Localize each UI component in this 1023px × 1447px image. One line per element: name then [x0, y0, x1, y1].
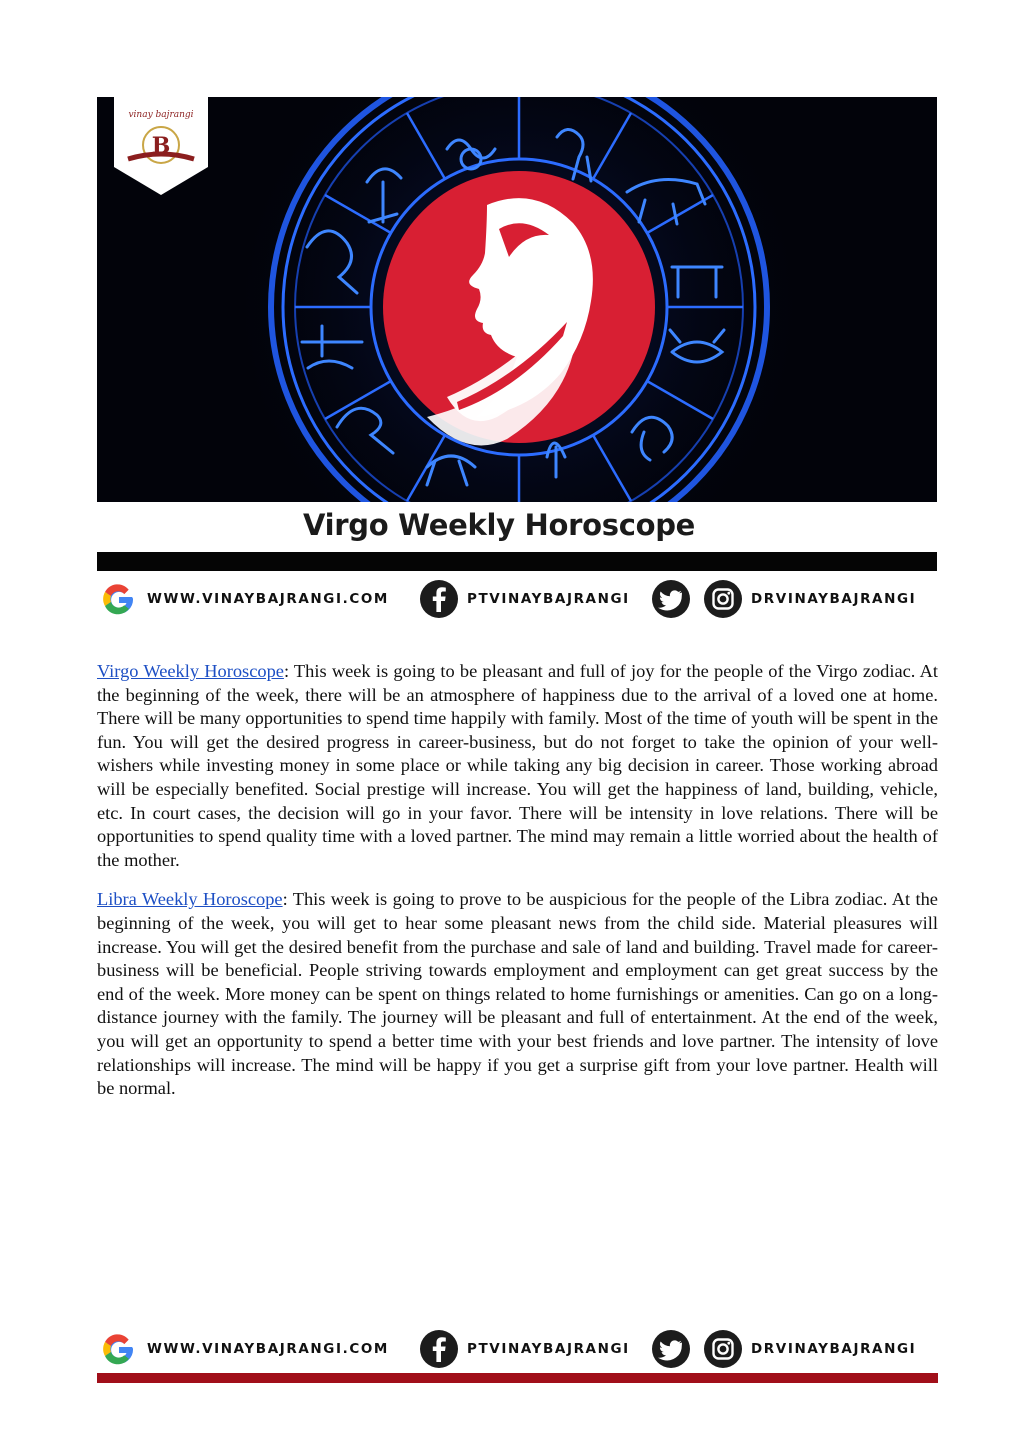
instagram-link[interactable] [703, 577, 916, 621]
libra-weekly-horoscope-link[interactable]: Libra Weekly Horoscope [97, 889, 283, 910]
hero-bottom-bar [97, 552, 937, 571]
facebook-icon [419, 1329, 459, 1369]
social-strip-bottom [97, 1327, 937, 1371]
google-icon [99, 579, 139, 619]
instagram-icon [703, 579, 743, 619]
zodiac-wheel-illustration [97, 97, 937, 502]
hero-title: Virgo Weekly Horoscope [302, 508, 696, 542]
svg-text:vinay bajrangi: vinay bajrangi [128, 110, 194, 120]
virgo-weekly-horoscope-link[interactable]: Virgo Weekly Horoscope [97, 661, 284, 681]
twitter-icon [651, 579, 691, 619]
instagram-link-footer[interactable] [703, 1327, 916, 1371]
hero-title-band [97, 502, 937, 552]
libra-paragraph [97, 888, 938, 1100]
google-icon [99, 1329, 139, 1369]
website-text: WWW.VINAYBAJRANGI.COM [147, 591, 389, 607]
instagram-text: DRVINAYBAJRANGI [751, 591, 917, 607]
virgo-paragraph [97, 660, 938, 872]
website-link-footer[interactable] [99, 1327, 389, 1371]
article-body [97, 660, 938, 1117]
twitter-link-footer[interactable] [651, 1327, 691, 1371]
libra-paragraph-text: : This week is going to prove to be auspicious for the people of the Libra zodiac. At the beginning of the week, you will get to hear some pleasant news from the child side. Material pleasures will increase. You will get the desired benefit from the purchase and sale of land and building. Travel made for career-business will be beneficial. People striving towards employment and employment can get great success by the end of the week. More money can be spent on things related to home furnishings or amenities. Can go on a long-distance journey with the family. The journey will be pleasant and full of entertainment. At the end of the week, you will get an opportunity to spend a better time with your best friends and love partner. The intensity of love relationships will increase. The mind will be happy if you get a surprise gift from your love partner. Health will be normal. [97, 889, 938, 1099]
virgo-paragraph-text: : This week is going to be pleasant and full of joy for the people of the Virgo zodiac. At the beginning of the week, there will be an atmosphere of happiness due to the arrival of a loved one at home. There will be many opportunities to spend time happily with family. Most of the time of youth will be spent in the fun. You will get the desired progress in career-business, but do not forget to take the opinion of your well-wishers while investing money in some place or while taking any big decision in career. Those working abroad will be especially benefited. Social prestige will increase. You will get the happiness of land, building, vehicle, etc. In court cases, the decision will go in your favor. There will be intensity in love relations. There will be opportunities to spend quality time with a loved partner. The mind may remain a little worried about the health of the mother. [97, 661, 938, 870]
facebook-text: PTVINAYBAJRANGI [467, 1341, 630, 1357]
facebook-link-footer[interactable] [419, 1327, 630, 1371]
website-text: WWW.VINAYBAJRANGI.COM [147, 1341, 389, 1357]
footer-accent-line [97, 1373, 938, 1383]
facebook-icon [419, 579, 459, 619]
facebook-text: PTVINAYBAJRANGI [467, 591, 630, 607]
website-link[interactable] [99, 577, 389, 621]
twitter-link[interactable] [651, 577, 691, 621]
instagram-icon [703, 1329, 743, 1369]
instagram-text: DRVINAYBAJRANGI [751, 1341, 917, 1357]
twitter-icon [651, 1329, 691, 1369]
brand-logo [114, 97, 208, 195]
svg-text:B: B [151, 133, 171, 159]
social-strip-top [97, 577, 937, 621]
hero-banner [97, 97, 937, 571]
facebook-link[interactable] [419, 577, 630, 621]
